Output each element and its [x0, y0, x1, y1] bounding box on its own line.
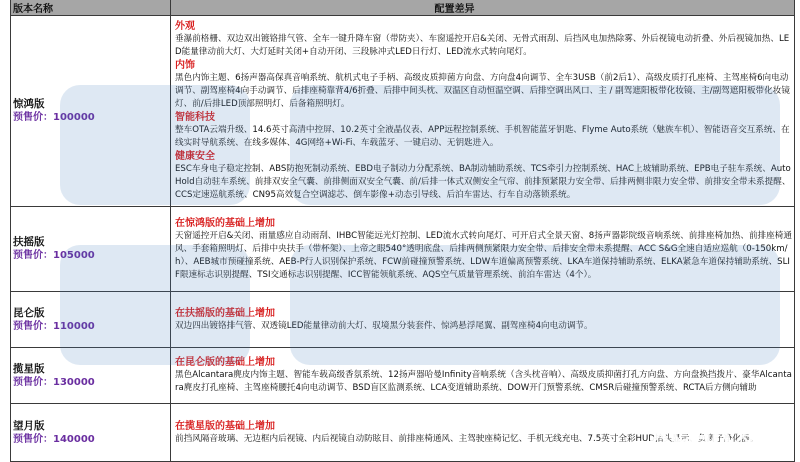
section-title-additions: 在惊鸿版的基础上增加	[175, 217, 275, 229]
version-name: 扶摇版	[13, 236, 45, 248]
xcar-logo-watermark: XCAR爱卡	[649, 416, 788, 451]
version-name: 望月版	[13, 419, 45, 432]
section-title-additions: 在昆仑版的基础上增加	[175, 357, 275, 368]
config-cell	[171, 292, 794, 347]
version-cell	[11, 16, 171, 206]
section-title-smart-tech: 智能科技	[175, 112, 215, 123]
table-row-lanxing	[11, 348, 794, 404]
table-row-kunlun	[11, 292, 794, 348]
version-name: 惊鸿版	[13, 98, 45, 110]
section-text-additions: 黑色Alcantara麂皮内饰主题、智能车载高级香氛系统、12扬声器哈曼Infinity音响系统（含头枕音响）、高级皮质抑菌打孔方向盘、方向盘换挡拨片、豪华Alcantara麂皮打孔座椅、主驾座椅腰托4向电动调节、BSD盲区监测系统、LCA变道辅助系统、DOW开门预警系统、CMSR后碰撞预警系统、RCTA后方侧向辅助	[175, 370, 792, 393]
section-text-additions: 天窗遥控开启&关闭、雨量感应自动雨刮、IHBC智能远光灯控制、LED流水式转向尾灯、可开启式全景天窗、8扬声器影院级音响系统、前排座椅加热、前排座椅通风、手套箱照明灯、后排中央扶手（带杯架）、上帝之眼540°透明底盘、后排两侧预紧限力安全带、后排安全带未系提醒、ACC S&G全速自适应巡航（0-150km/h）、AEB城市预碰撞系统、AEB-P行人识别保护系统、FCW前碰撞预警系统、LDW车道偏离预警系统、LKA车道保持辅助系统、ELKA紧急车道保持辅助系统、SLIF限速标志识别提醒、TSI交通标志识别提醒、ICC智能领航系统、AQS空气质量管理系统、前泊车雷达（4个）。	[175, 230, 792, 280]
section-title-exterior: 外观	[175, 21, 195, 32]
presale-price: 预售价：100000	[13, 112, 95, 123]
table-row-wangyue	[11, 404, 794, 462]
section-text-exterior: 垂瀑前格栅、双边双出镀铬排气管、全车一键升降车窗（带防夹）、车窗遥控开启&关闭、无骨式雨刮、后挡风电加热除雾、外后视镜电动折叠、外后视镜加热、LED能量律动前大灯、大灯延时关闭+自动开闭、三段脉冲式LED日行灯、LED流水式转向尾灯。	[175, 34, 790, 57]
version-cell	[11, 292, 171, 347]
section-text-additions: 前挡风隔音玻璃、无边框内后视镜、内后视镜自动防眩目、前排座椅通风、主驾驶座椅记忆、手机无线充电、7.5英寸全彩HUD抬头显示、负离子净化器。	[175, 433, 759, 444]
section-text-interior: 黑色内饰主题、6扬声器高保真音响系统、航机式电子手柄、高级皮质抑菌方向盘、方向盘4向调节、全车3USB（前2后1）、高级皮质打孔座椅、主驾座椅6向电动调节、副驾座椅4向手动调节、后排座椅靠背4/6折叠、后排中间头枕、双温区自动恒温空调、后排空调出风口、主 / 副驾遮阳板带化妆镜、主/副驾遮阳板带化妆镜灯、前/后排LED顶部照明灯、后备箱照明灯。	[175, 73, 790, 109]
version-name: 昆仑版	[13, 306, 45, 319]
section-title-additions: 在揽星版的基础上增加	[175, 420, 275, 432]
presale-price: 预售价：130000	[13, 376, 95, 388]
version-cell	[11, 207, 171, 291]
section-title-safety: 健康安全	[175, 151, 215, 162]
presale-price: 预售价：105000	[13, 250, 95, 261]
section-title-additions: 在扶摇版的基础上增加	[175, 307, 275, 319]
version-name: 揽星版	[13, 362, 45, 375]
config-cell	[171, 16, 794, 206]
presale-price: 预售价：140000	[13, 433, 95, 445]
version-cell	[11, 348, 171, 403]
section-text-smart-tech: 整车OTA云端升级、14.6英寸高清中控屏、10.2英寸全液晶仪表、APP远程控制系统、手机智能蓝牙钥匙、Flyme Auto系统（魅族车机）、智能语音交互系统、在线实时导航系统、在线多媒体、4G网络+Wi-Fi、车载蓝牙、一键启动、无钥匙进入。	[175, 125, 790, 148]
presale-price: 预售价：110000	[13, 320, 95, 332]
table-row-jinghong	[11, 16, 794, 207]
header-config-diff: 配置差异	[434, 4, 475, 15]
table-header	[11, 0, 794, 16]
config-cell	[171, 207, 794, 291]
config-comparison-table	[10, 0, 795, 462]
section-title-interior: 内饰	[175, 60, 195, 71]
section-text-additions: 双边四出镀铬排气管、双透镜LED能量律动前大灯、驭境黑分装套件、惊鸿悬浮尾翼、副驾座椅4向电动调节。	[175, 320, 593, 331]
table-row-fuyao	[11, 207, 794, 292]
config-cell	[171, 404, 794, 461]
section-text-safety: ESC车身电子稳定控制、ABS防抱死制动系统、EBD电子制动力分配系统、BA制动辅助系统、TCS牵引力控制系统、HAC上坡辅助系统、EPB电子驻车系统、Auto Hold自动驻车系统、前排双安全气囊、前排侧面双安全气囊、前/后排一体式双侧安全气帘、前排预紧限力安全带、后排两侧非限力安全带、前排安全带未系提醒、CCS定速巡航系统、CN95高效复合空调滤芯、倒车影像+动态引导线、后泊车雷达、行车自动落锁系统。	[175, 164, 791, 200]
version-cell	[11, 404, 171, 461]
header-version-name: 版本名称	[11, 0, 171, 15]
config-cell	[171, 348, 794, 403]
